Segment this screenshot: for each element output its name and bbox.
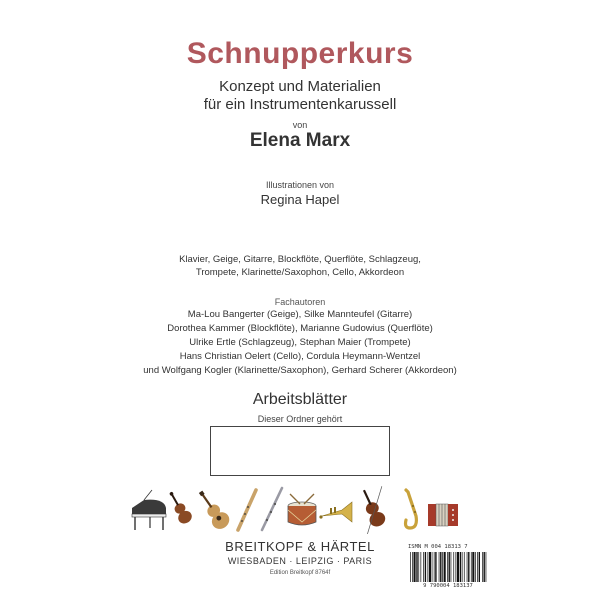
barcode-bars xyxy=(408,552,488,582)
ismn-text: ISMN M 004 18313 7 xyxy=(408,544,468,550)
violin-icon xyxy=(165,489,195,526)
owner-label: Dieser Ordner gehört xyxy=(257,414,343,424)
publisher-name: BREITKOPF & HÄRTEL xyxy=(225,539,375,554)
by-label: von xyxy=(292,120,308,130)
coauthors-line-1: Ma-Lou Bangerter (Geige), Silke Mannteufel (Gitarre) xyxy=(187,309,413,320)
instruments-line-2: Trompete, Klarinette/Saxophon, Cello, Akkordeon xyxy=(195,267,405,278)
guitar-icon xyxy=(193,487,232,533)
subtitle-line-2: für ein Instrumentenkarussell xyxy=(203,96,397,113)
accordion-icon xyxy=(428,504,458,526)
cover-sheet xyxy=(118,0,482,600)
piano-icon xyxy=(132,490,166,530)
coauthors-line-3: Ulrike Ertle (Schlagzeug), Stephan Maier (Trompete) xyxy=(189,337,411,348)
cover-title: Schnupperkurs xyxy=(186,37,414,70)
ean-text: 9 790004 183137 xyxy=(423,583,473,589)
coauthors-line-2: Dorothea Kammer (Blockflöte), Marianne Gudowius (Querflöte) xyxy=(167,323,433,334)
instruments-illustration xyxy=(130,486,470,534)
cello-icon xyxy=(349,486,398,534)
owner-name-box xyxy=(210,426,390,476)
coauthors-label: Fachautoren xyxy=(274,297,326,307)
author-name: Elena Marx xyxy=(249,130,351,151)
flute-icon xyxy=(262,488,282,530)
subtitle-line-1: Konzept und Materialien xyxy=(219,78,381,95)
drum-icon xyxy=(288,494,316,525)
saxophone-icon xyxy=(406,490,417,528)
instruments-line-1: Klavier, Geige, Gitarre, Blockflöte, Querflöte, Schlagzeug, xyxy=(179,254,421,265)
coauthors-line-4: Hans Christian Oelert (Cello), Cordula Heymann-Wentzel xyxy=(179,351,421,362)
edition-number: Edition Breitkopf 8764f xyxy=(269,570,331,576)
barcode xyxy=(408,544,488,590)
worksheets-heading: Arbeitsblätter xyxy=(252,391,348,408)
coauthors-line-5: und Wolfgang Kogler (Klarinette/Saxophon), Gerhard Scherer (Akkordeon) xyxy=(143,365,457,376)
illustrator-name: Regina Hapel xyxy=(260,192,340,207)
publisher-cities: WIESBADEN · LEIPZIG · PARIS xyxy=(227,556,373,566)
illustrations-label: Illustrationen von xyxy=(265,180,335,190)
recorder-icon xyxy=(238,490,256,530)
trumpet-icon xyxy=(319,502,352,522)
